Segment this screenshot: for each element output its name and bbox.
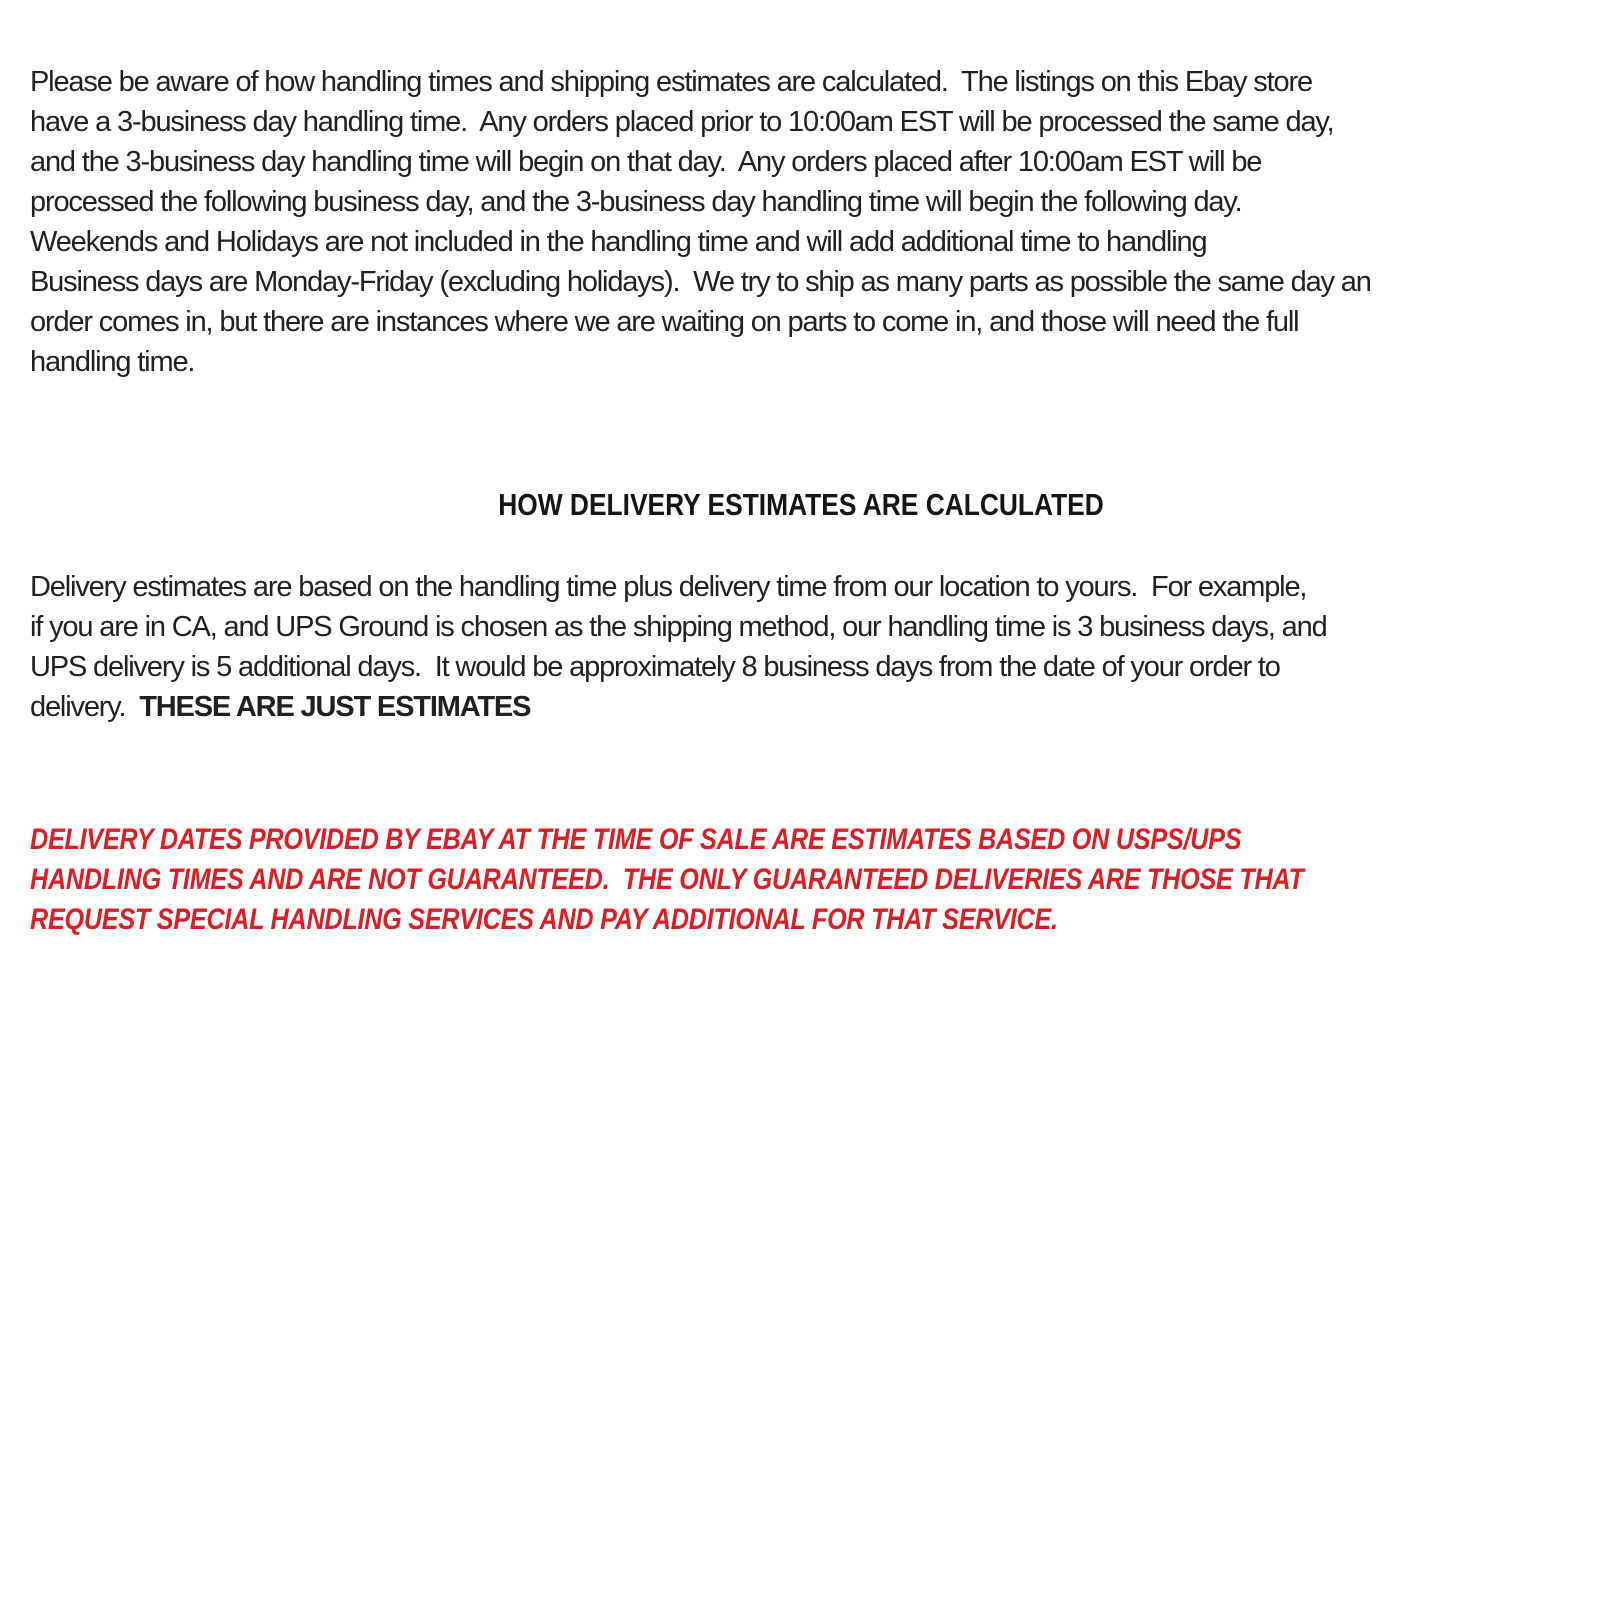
intro-line: processed the following business day, and the 3-business day handling time will begin the following day.	[30, 186, 1242, 218]
estimates-line: if you are in CA, and UPS Ground is chosen as the shipping method, our handling time is 3 business days, and	[30, 611, 1327, 643]
estimates-final-line	[30, 687, 1572, 727]
estimates-line: Delivery estimates are based on the handling time plus delivery time from our location to yours. For example,	[30, 571, 1307, 603]
estimates-paragraph	[30, 567, 1572, 727]
intro-line: have a 3-business day handling time. Any orders placed prior to 10:00am EST will be processed the same day,	[30, 106, 1334, 138]
intro-line: Please be aware of how handling times and shipping estimates are calculated. The listings on this Ebay store	[30, 66, 1312, 98]
disclaimer-line: DELIVERY DATES PROVIDED BY EBAY AT THE TIME OF SALE ARE ESTIMATES BASED ON USPS/UPS	[30, 823, 1242, 856]
intro-line: Weekends and Holidays are not included in the handling time and will add additional time to handling	[30, 226, 1207, 258]
intro-paragraph	[30, 62, 1572, 382]
estimates-emphasis: THESE ARE JUST ESTIMATES	[139, 691, 531, 723]
disclaimer-line: REQUEST SPECIAL HANDLING SERVICES AND PAY ADDITIONAL FOR THAT SERVICE.	[30, 903, 1058, 936]
intro-line: Business days are Monday-Friday (excluding holidays). We try to ship as many parts as possible the same day an	[30, 266, 1371, 298]
disclaimer-paragraph	[30, 820, 1572, 940]
intro-line: order comes in, but there are instances where we are waiting on parts to come in, and those will need the full	[30, 306, 1299, 338]
estimates-final-prefix: delivery.	[30, 691, 140, 723]
section-heading: HOW DELIVERY ESTIMATES ARE CALCULATED	[498, 487, 1104, 522]
intro-line: and the 3-business day handling time will begin on that day. Any orders placed after 10:00am EST will be	[30, 146, 1262, 178]
disclaimer-line: HANDLING TIMES AND ARE NOT GUARANTEED. THE ONLY GUARANTEED DELIVERIES ARE THOSE THAT	[30, 863, 1304, 896]
estimates-line: UPS delivery is 5 additional days. It would be approximately 8 business days from the date of your order to	[30, 651, 1280, 683]
intro-line: handling time.	[30, 346, 195, 378]
